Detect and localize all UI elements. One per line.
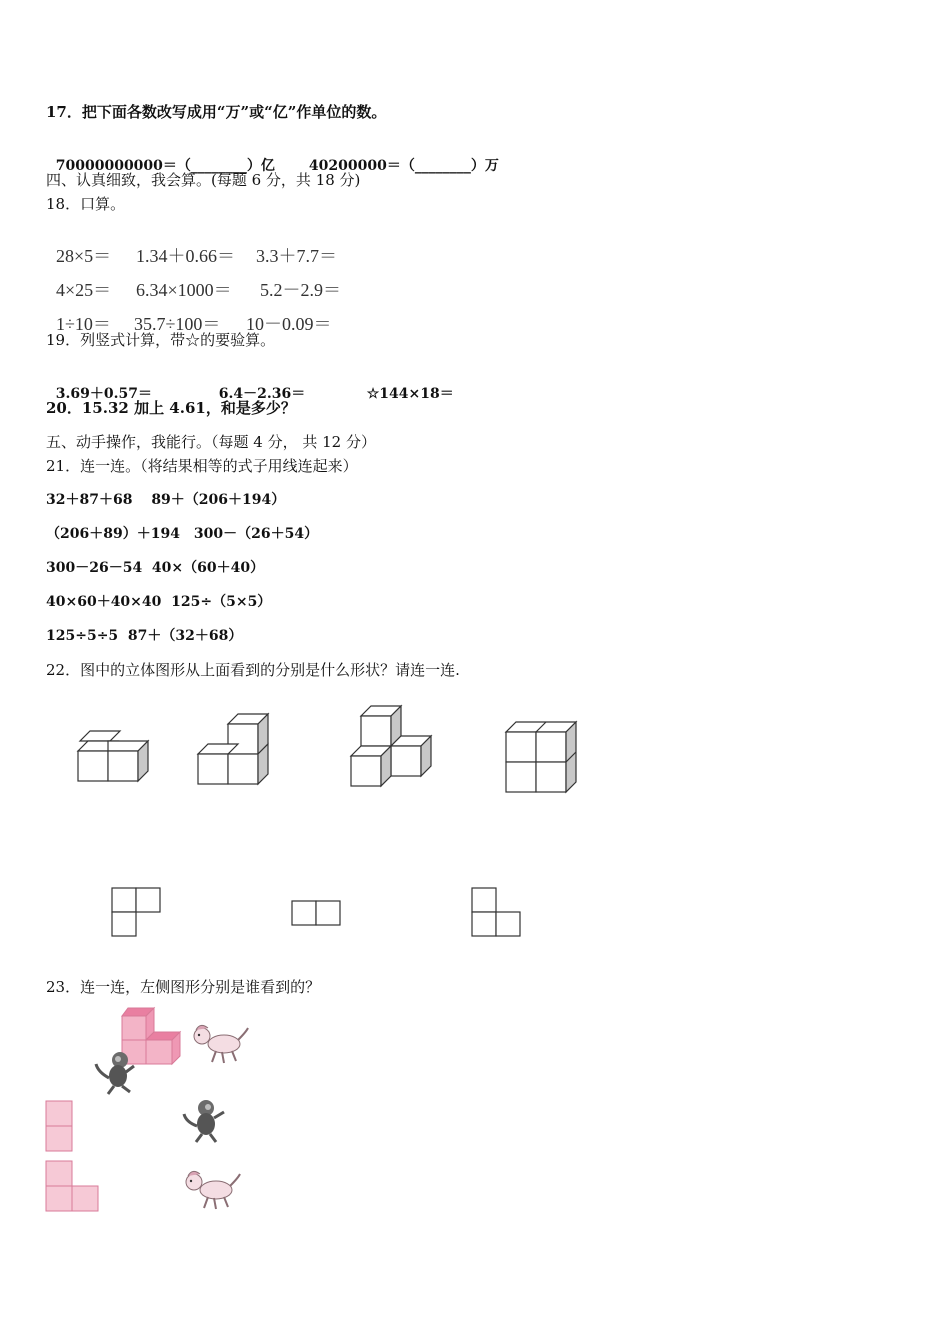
dog-icon <box>188 1020 250 1066</box>
q22-solid-4 <box>500 718 585 798</box>
q19-item: 3.69＋0.57＝ <box>55 386 152 402</box>
dog-icon <box>180 1166 242 1212</box>
q23-view-1 <box>44 1099 76 1155</box>
q23-view-2 <box>44 1159 102 1215</box>
q21-row: 300－26－54 40×（60＋40） <box>46 560 265 576</box>
q18-cell: 4×25＝ <box>56 280 112 300</box>
q20-title: 20．15.32 加上 4.61，和是多少？ <box>46 399 296 417</box>
q22-solid-3 <box>345 702 440 792</box>
q22-view-2 <box>290 899 346 929</box>
q22-view-3 <box>470 886 526 942</box>
q22-title: 22．图中的立体图形从上面看到的分别是什么形状？请连一连. <box>46 661 460 679</box>
q18-cell: 1.34＋0.66＝ <box>136 246 235 266</box>
q18-cell: 28×5＝ <box>56 246 112 266</box>
q21-row: 40×60＋40×40 125÷（5×5） <box>46 594 272 610</box>
q21-row: 125÷5÷5 87＋（32＋68） <box>46 628 243 644</box>
section-5-title: 五、动手操作，我能行。（每题 4 分， 共 12 分） <box>46 433 376 451</box>
q17-item-2: 40200000＝（________）万 <box>308 158 499 174</box>
q17-item-1: 70000000000＝（________）亿 <box>55 158 275 174</box>
q19-item: ☆144×18＝ <box>366 386 454 402</box>
q18-title: 18．口算。 <box>46 195 126 213</box>
q18-row-3 <box>47 294 332 334</box>
q18-cell: 3.3＋7.7＝ <box>256 246 337 266</box>
q23-title: 23．连一连，左侧图形分别是谁看到的？ <box>46 978 321 996</box>
q22-solid-2 <box>190 710 280 790</box>
q18-cell: 5.2－2.9＝ <box>260 280 341 300</box>
q18-cell: 10－0.09＝ <box>246 314 332 334</box>
q19-title: 19．列竖式计算，带☆的要验算。 <box>46 331 276 349</box>
q17-title: 17．把下面各数改写成用“万”或“亿”作单位的数。 <box>46 103 387 121</box>
section-4-title: 四、认真细致，我会算。(每题 6 分，共 18 分) <box>46 171 361 189</box>
q22-view-1 <box>110 886 166 942</box>
q18-cell: 35.7÷100＝ <box>134 314 221 334</box>
q18-cell: 6.34×1000＝ <box>136 280 232 300</box>
q21-title: 21．连一连。（将结果相等的式子用线连起来） <box>46 457 358 475</box>
monkey-icon <box>182 1098 228 1144</box>
q19-item: 6.4－2.36＝ <box>218 386 306 402</box>
q21-row: （206＋89）＋194 300－（26＋54） <box>46 526 319 542</box>
q22-solid-1 <box>70 725 160 787</box>
q21-row: 32＋87＋68 89＋（206＋194） <box>46 492 286 508</box>
monkey-icon <box>92 1050 138 1096</box>
q18-cell: 1÷10＝ <box>56 314 111 334</box>
